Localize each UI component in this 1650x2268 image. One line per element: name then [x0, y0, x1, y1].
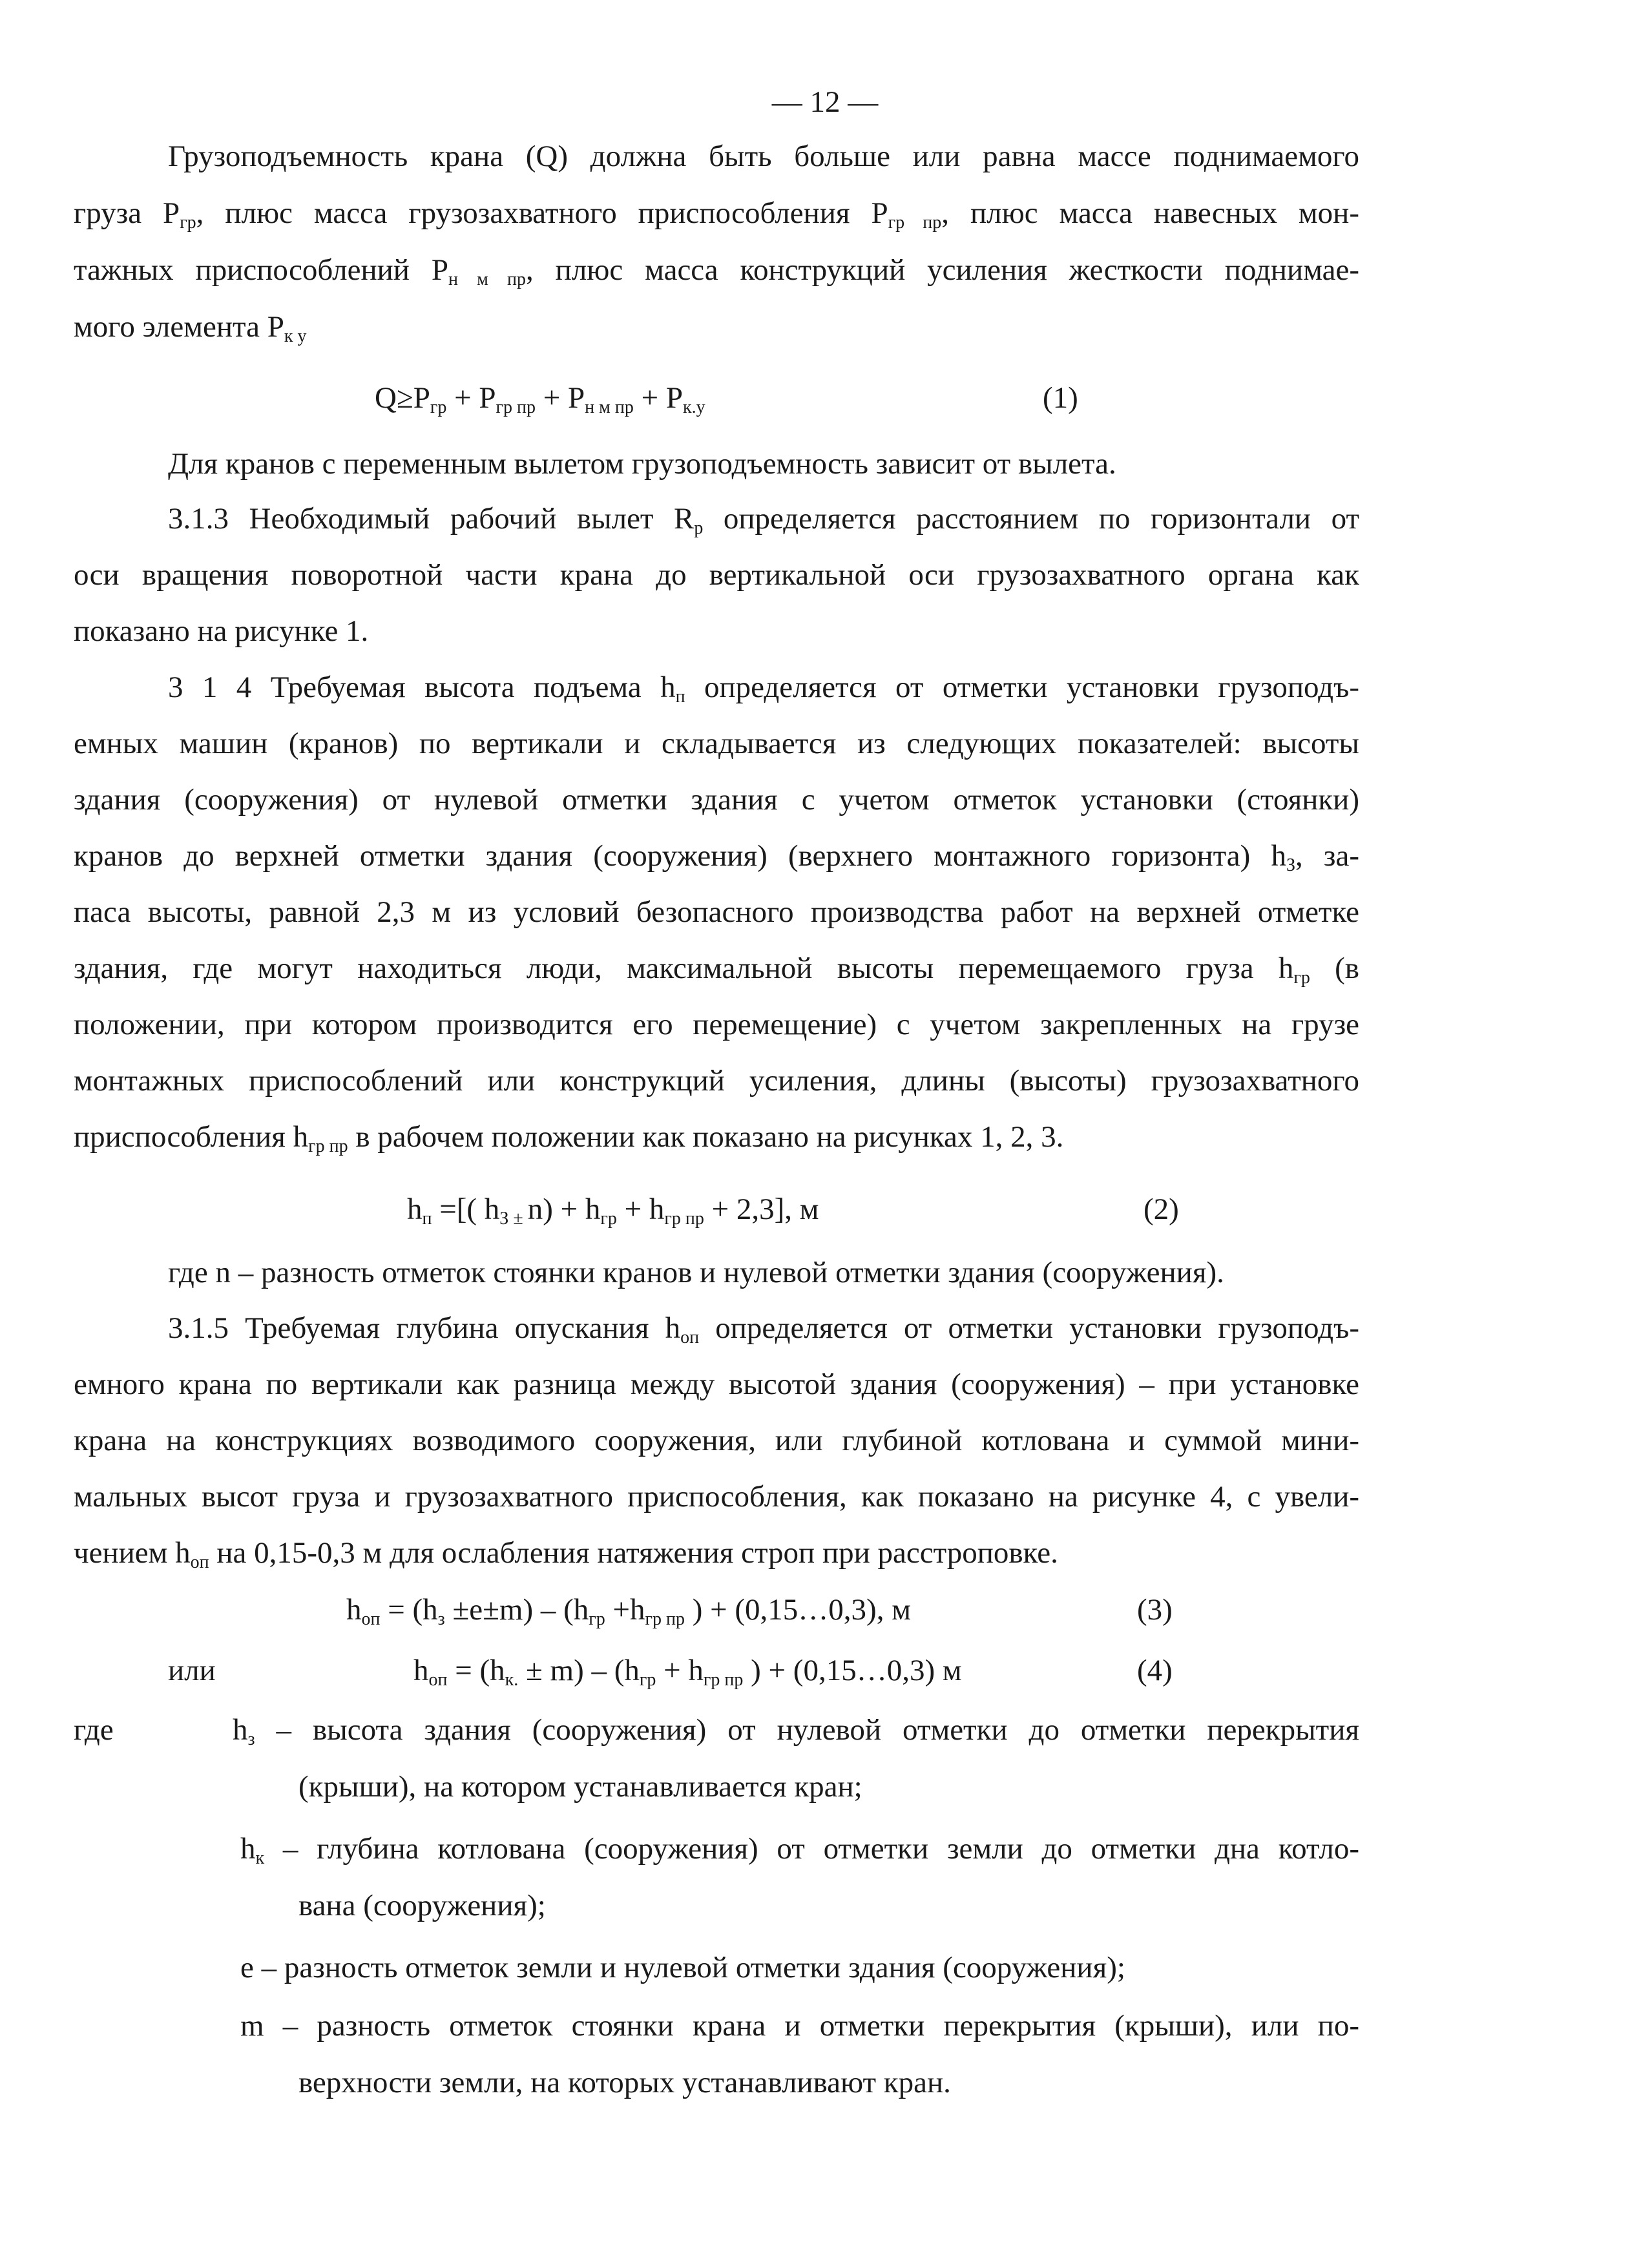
definition-hk-line-1: $h_к$ – глубина котлована (сооружения) от отметки земли до отметки дна котло-: [240, 1832, 1359, 1868]
section-3-1-4-line-2: емных машин (кранов) по вертикали и складывается из следующих показателей: высоты: [74, 727, 1359, 760]
formula-3-number: (3): [1137, 1593, 1173, 1627]
where-n-line: где n – разность отметок стоянки кранов и нулевой отметки здания (сооружения).: [168, 1256, 1224, 1289]
formula-2: $h_п$ =[( $h_{З \pm}$ $n) + h_{гр} + h_{гр пр} + 2,3$], м: [407, 1192, 819, 1229]
section-3-1-5-line-1: 3.1.5 Требуемая глубина опускания $h_{оп}$ определяется от отметки установки грузоподъ-: [168, 1311, 1359, 1347]
section-3-1-4-line-5: паса высоты, равной 2,3 м из условий безопасного производства работ на верхней отметке: [74, 895, 1359, 929]
page-number: — 12 —: [771, 85, 879, 119]
section-3-1-5-line-3: крана на конструкциях возводимого сооружения, или глубиной котлована и суммой мини-: [74, 1424, 1359, 1457]
section-3-1-5-line-4: мальных высот груза и грузозахватного приспособления, как показано на рисунке 4, с увели-: [74, 1480, 1359, 1514]
section-3-1-4-line-4: кранов до верхней отметки здания (сооружения) (верхнего монтажного горизонта) $h_З$, за-: [74, 839, 1360, 875]
section-3-1-4-line-7: положении, при котором производится его перемещение) с учетом закрепленных на грузе: [74, 1008, 1359, 1041]
section-3-1-3-line-3: показано на рисунке 1.: [74, 614, 369, 648]
section-3-1-5-line-2: емного крана по вертикали как разница между высотой здания (сооружения) – при установке: [74, 1368, 1359, 1401]
definition-m-line-1: m – разность отметок стоянки крана и отметки перекрытия (крыши), или по-: [240, 2009, 1359, 2043]
section-3-1-4-line-3: здания (сооружения) от нулевой отметки здания с учетом отметок установки (стоянки): [74, 783, 1359, 817]
formula-1: $Q\ge Р_{гр} + Р_{гр пр} + Р_{н м пр} + Р_{к.у}$: [375, 381, 705, 417]
section-3-1-4-line-8: монтажных приспособлений или конструкций усиления, длины (высоты) грузозахватного: [74, 1064, 1359, 1098]
section-3-1-5-line-5: чением $h_{оп}$ на 0,15-0,3 м для ослабления натяжения строп при расстроповке.: [74, 1536, 1058, 1572]
or-label: или: [168, 1654, 216, 1687]
formula-1-number: (1): [1043, 381, 1078, 415]
capacity-line-1: Грузоподъемность крана (Q) должна быть больше или равна массе поднимаемого: [168, 140, 1359, 173]
section-3-1-4-line-9: приспособления $h_{гр пр}$ в рабочем положении как показано на рисунках 1, 2, 3.: [74, 1120, 1064, 1156]
section-3-1-3-line-2: оси вращения поворотной части крана до вертикальной оси грузозахватного органа как: [74, 558, 1359, 592]
section-3-1-4-line-1: 3 1 4 Требуемая высота подъема $h_п$ определяется от отметки установки грузоподъ-: [168, 671, 1359, 707]
capacity-line-4: мого элемента $Р_{к у}$: [74, 310, 307, 346]
definition-hz-line-2: (крыши), на котором устанавливается кран;: [298, 1770, 862, 1804]
capacity-line-3: тажных приспособлений $Р_{н м пр}$, плюс масса конструкций усиления жесткости поднимае-: [74, 253, 1360, 289]
definition-hz-line-1: $h_з$ – высота здания (сооружения) от нулевой отметки до отметки перекрытия: [233, 1713, 1359, 1749]
formula-4-number: (4): [1137, 1654, 1173, 1687]
definition-m-line-2: верхности земли, на которых устанавливают кран.: [298, 2066, 951, 2099]
definition-hk-line-2: вана (сооружения);: [298, 1889, 546, 1922]
variable-reach-line: Для кранов с переменным вылетом грузоподъемность зависит от вылета.: [168, 447, 1116, 481]
capacity-line-2: груза $Р_{гр}$, плюс масса грузозахватного приспособления $Р_{гр пр}$, плюс масса навесных мон-: [74, 196, 1359, 233]
formula-3: $h_{оп} = (h_з \pm e\pm m) - (h_{гр} +h_{гр пр}$ ) + (0,15…0,3), м: [346, 1593, 911, 1629]
formula-2-number: (2): [1144, 1192, 1179, 1226]
section-3-1-4-line-6: здания, где могут находиться люди, максимальной высоты перемещаемого груза $h_{гр}$ (в: [74, 952, 1360, 988]
formula-4: $h_{оп} = (h_{к.} \pm m) - (h_{гр} + h_{гр пр}$ ) + (0,15…0,3) м: [413, 1654, 962, 1690]
definition-e: е – разность отметок земли и нулевой отметки здания (сооружения);: [240, 1951, 1125, 1984]
where-label: где: [74, 1713, 114, 1747]
section-3-1-3-line-1: 3.1.3 Необходимый рабочий вылет $R_р$ определяется расстоянием по горизонтали от: [168, 502, 1359, 538]
